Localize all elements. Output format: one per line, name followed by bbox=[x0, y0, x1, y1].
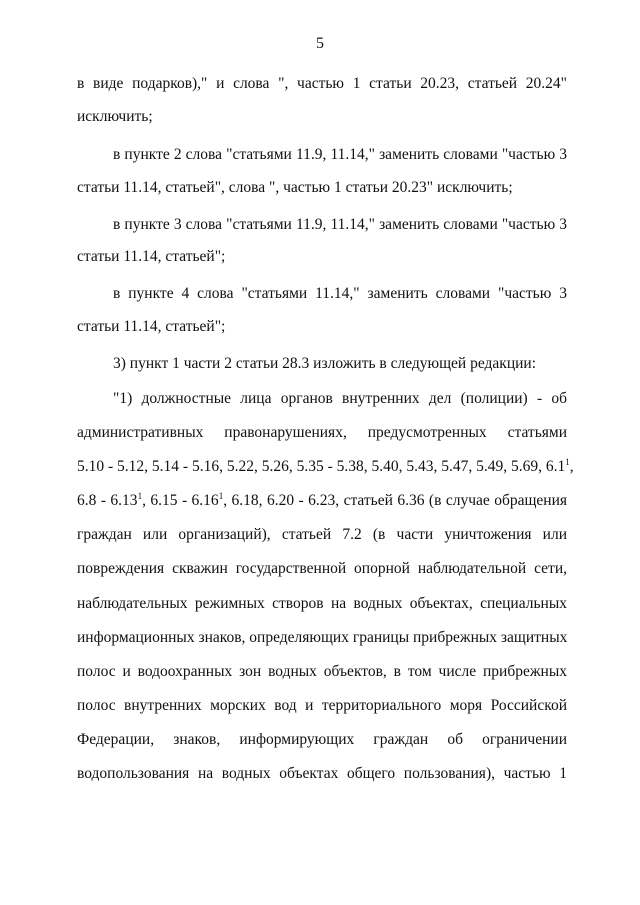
text-line-15: повреждения скважин государственной опорной наблюдательной сети, bbox=[77, 560, 567, 577]
text-line-2: исключить; bbox=[77, 108, 153, 125]
text-line-1: в виде подарков)," и слова ", частью 1 статьи 20.23, статьей 20.24" bbox=[77, 75, 567, 92]
text-line-16: наблюдательных режимных створов на водных объектах, специальных bbox=[77, 595, 567, 612]
text-line-4: статьи 11.14, статьей", слова ", частью 1 статьи 20.23" исключить; bbox=[77, 179, 513, 196]
text-line-13-part2: , 6.15 - 6.16 bbox=[142, 492, 219, 509]
text-line-11: административных правонарушениях, предусмотренных статьями bbox=[77, 424, 567, 441]
text-line-8: статьи 11.14, статьей"; bbox=[77, 318, 226, 335]
text-line-19: полос внутренних морских вод и территориального моря Российской bbox=[77, 697, 567, 714]
text-line-13-part3: , 6.18, 6.20 - 6.23, статьей 6.36 (в случае обращения bbox=[223, 492, 567, 509]
text-line-5: в пункте 3 слова "статьями 11.9, 11.14," заменить словами "частью 3 bbox=[113, 216, 567, 233]
page-number: 5 bbox=[316, 35, 324, 52]
text-line-7: в пункте 4 слова "статьями 11.14," заменить словами "частью 3 bbox=[113, 285, 567, 302]
text-line-14: граждан или организаций), статьей 7.2 (в части уничтожения или bbox=[77, 526, 567, 543]
text-line-12-main: 5.10 - 5.12, 5.14 - 5.16, 5.22, 5.26, 5.35 - 5.38, 5.40, 5.43, 5.47, 5.49, 5.69, 6.1 bbox=[77, 458, 566, 475]
text-line-6: статьи 11.14, статьей"; bbox=[77, 248, 226, 265]
superscript: 1 bbox=[565, 456, 570, 467]
superscript: 1 bbox=[137, 490, 143, 501]
text-line-13 bbox=[77, 491, 567, 511]
text-line-9: 3) пункт 1 части 2 статьи 28.3 изложить в следующей редакции: bbox=[113, 355, 537, 372]
text-line-20: Федерации, знаков, информирующих граждан об ограничении bbox=[77, 731, 567, 748]
text-line-13-part1: 6.8 - 6.13 bbox=[77, 492, 138, 509]
superscript: 1 bbox=[218, 490, 224, 501]
text-line-18: полос и водоохранных зон водных объектов, в том числе прибрежных bbox=[77, 663, 567, 680]
text-line-12 bbox=[77, 456, 574, 477]
text-line-21: водопользования на водных объектах общего пользования), частью 1 bbox=[77, 765, 567, 782]
text-line-17: информационных знаков, определяющих границы прибрежных защитных bbox=[77, 629, 568, 646]
text-line-10: "1) должностные лица органов внутренних дел (полиции) - об bbox=[113, 390, 567, 407]
text-line-12-end: , bbox=[569, 458, 574, 475]
text-line-3: в пункте 2 слова "статьями 11.9, 11.14," заменить словами "частью 3 bbox=[113, 146, 567, 163]
